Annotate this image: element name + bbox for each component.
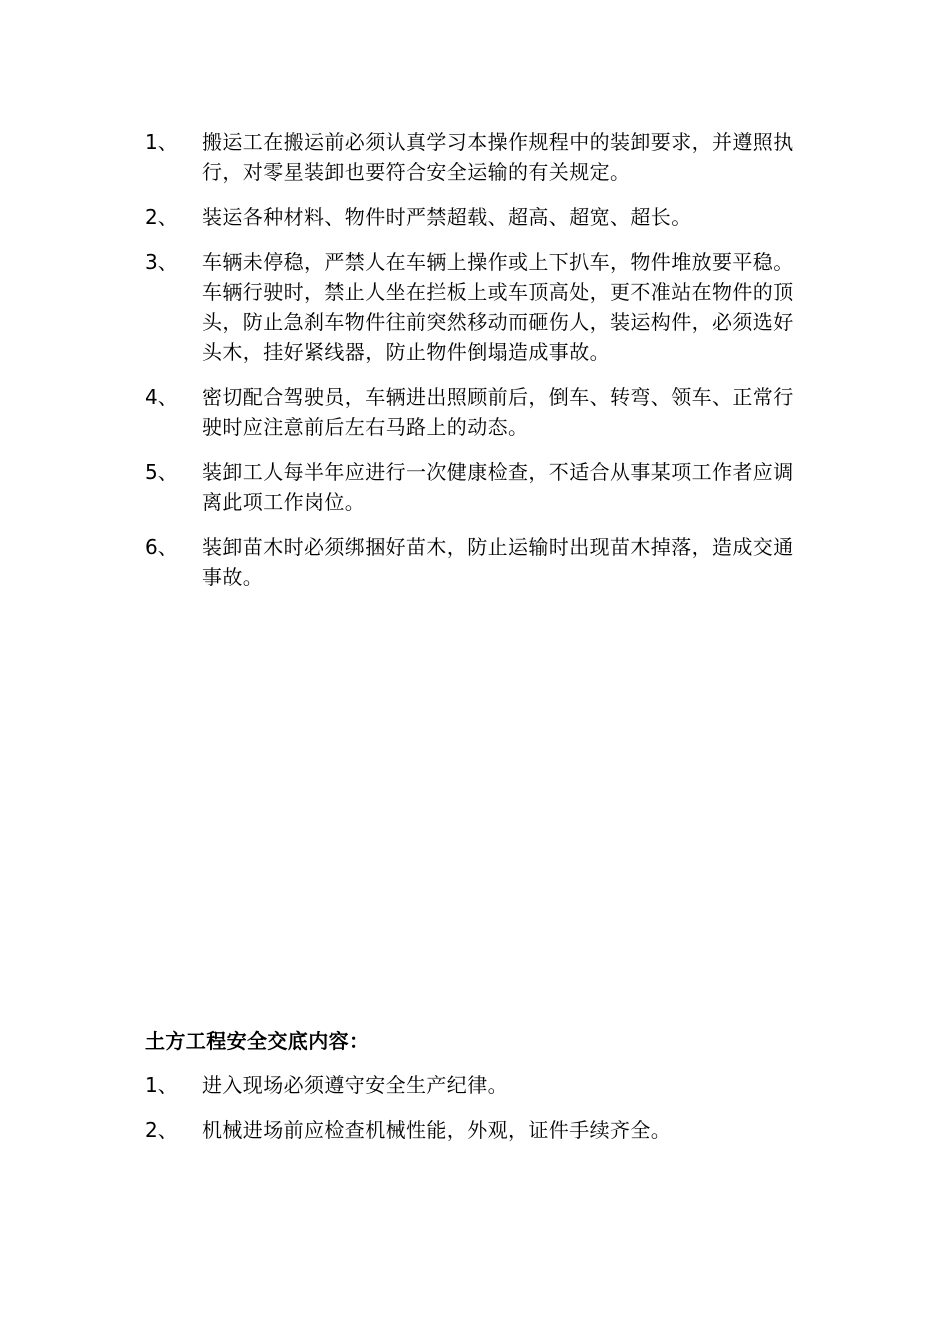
list-item [145,247,810,367]
list-item [145,382,810,442]
list-item-text: 密切配合驾驶员，车辆进出照顾前后，倒车、转弯、领车、正常行驶时应注意前后左右马路上的动态。 [202,385,794,439]
list-item-text: 搬运工在搬运前必须认真学习本操作规程中的装卸要求，并遵照执行，对零星装卸也要符合安全运输的有关规定。 [202,130,794,184]
list-item-text: 装运各种材料、物件时严禁超载、超高、超宽、超长。 [202,205,692,229]
list-item-number: 1、 [145,1073,178,1097]
list-item-number: 6、 [145,535,178,559]
list-item-text: 装卸苗木时必须绑捆好苗木，防止运输时出现苗木掉落，造成交通事故。 [202,535,794,589]
list-item-text: 装卸工人每半年应进行一次健康检查，不适合从事某项工作者应调离此项工作岗位。 [202,460,794,514]
list-item-number: 1、 [145,130,178,154]
list-item [145,202,810,232]
list-item-number: 5、 [145,460,178,484]
list-item-text: 进入现场必须遵守安全生产纪律。 [202,1073,508,1097]
safety-rules-list [145,127,810,607]
earthwork-rules-list [145,1070,810,1160]
list-item [145,1115,810,1145]
list-item-number: 2、 [145,205,178,229]
list-item [145,1070,810,1100]
section-heading: 土方工程安全交底内容： [145,1029,370,1053]
list-item [145,457,810,517]
list-item-number: 3、 [145,250,178,274]
list-item-text: 车辆未停稳，严禁人在车辆上操作或上下扒车，物件堆放要平稳。车辆行驶时，禁止人坐在拦板上或车顶高处，更不准站在物件的顶头，防止急刹车物件往前突然移动而砸伤人，装运构件，必须选好头木，挂好紧线器，防止物件倒塌造成事故。 [202,250,794,364]
list-item [145,127,810,187]
list-item-number: 2、 [145,1118,178,1142]
list-item-number: 4、 [145,385,178,409]
list-item-text: 机械进场前应检查机械性能，外观，证件手续齐全。 [202,1118,672,1142]
list-item [145,532,810,592]
